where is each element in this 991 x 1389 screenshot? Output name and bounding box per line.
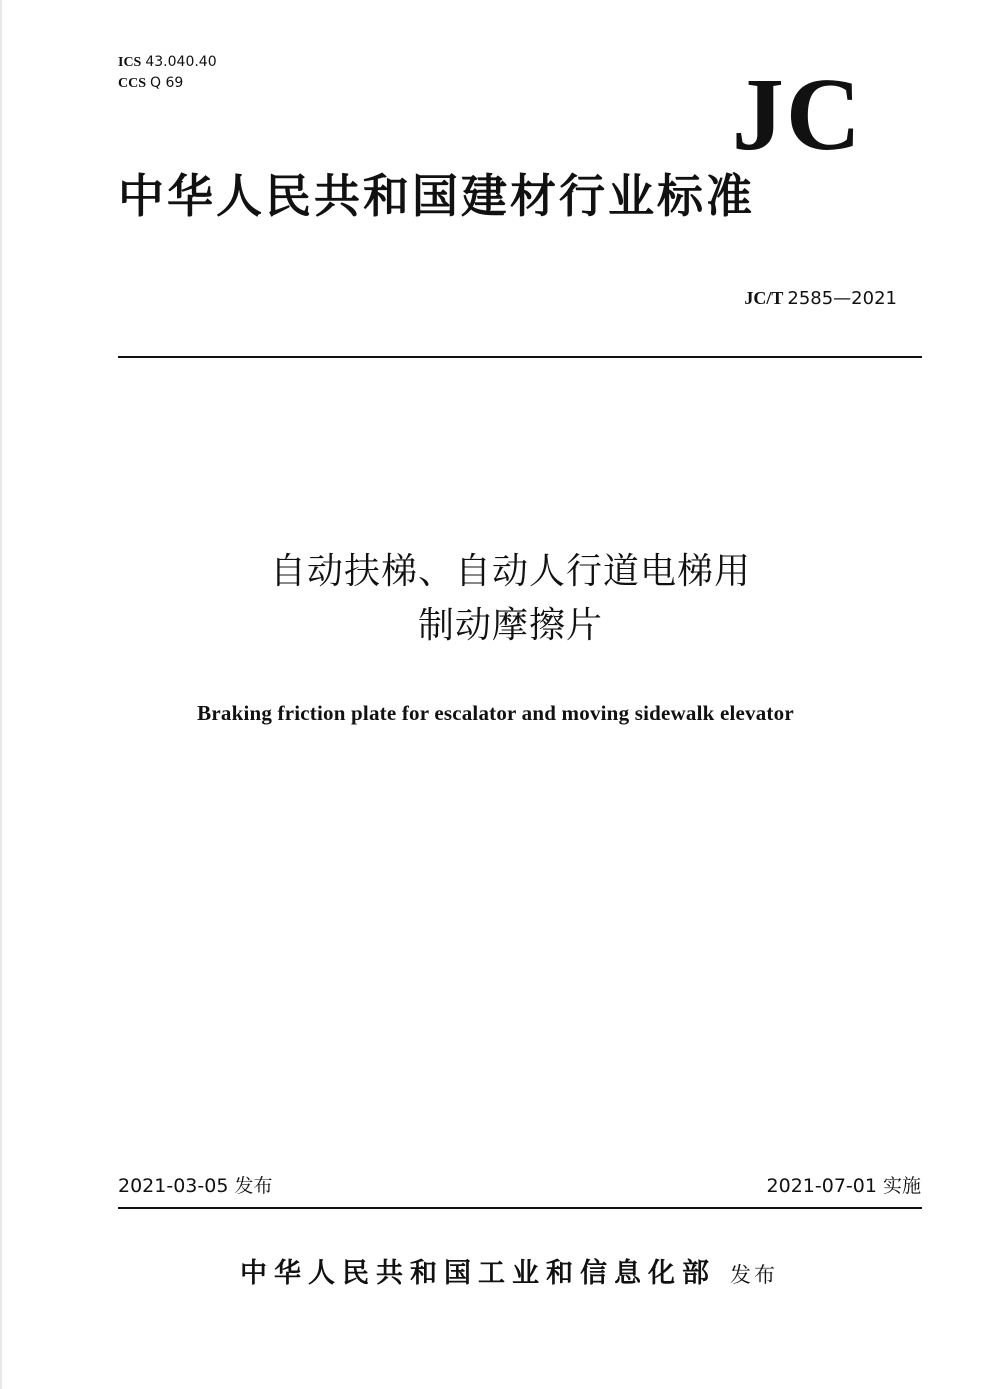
standard-heading: 中华人民共和国建材行业标准 (118, 169, 755, 223)
bottom-divider (118, 1207, 922, 1209)
effective-date: 2021-07-01 实施 (766, 1175, 921, 1197)
ics-label: ICS (118, 55, 142, 70)
publisher-org: 中华人民共和国工业和信息化部 (240, 1258, 716, 1289)
title-en: Braking friction plate for escalator and moving sidewalk elevator (197, 701, 794, 725)
ccs-code (118, 73, 217, 94)
publisher (240, 1254, 778, 1295)
publisher-action: 发布 (730, 1263, 778, 1287)
top-divider (118, 356, 922, 358)
title-cn-line2: 制动摩擦片 (417, 605, 603, 646)
standard-number-prefix: JC/T (744, 288, 784, 308)
ics-code (118, 52, 217, 73)
title-cn-line1: 自动扶梯、自动人行道电梯用 (269, 551, 751, 592)
ccs-value: Q 69 (150, 75, 184, 91)
jc-logo: JC (731, 57, 863, 172)
ics-value: 43.040.40 (145, 54, 217, 70)
page-edge (0, 0, 2, 1389)
standard-number (744, 286, 897, 311)
classification-codes (118, 52, 217, 94)
ccs-label: CCS (118, 76, 147, 91)
issue-date: 2021-03-05 发布 (118, 1175, 273, 1197)
standard-number-value: 2585—2021 (787, 288, 897, 309)
